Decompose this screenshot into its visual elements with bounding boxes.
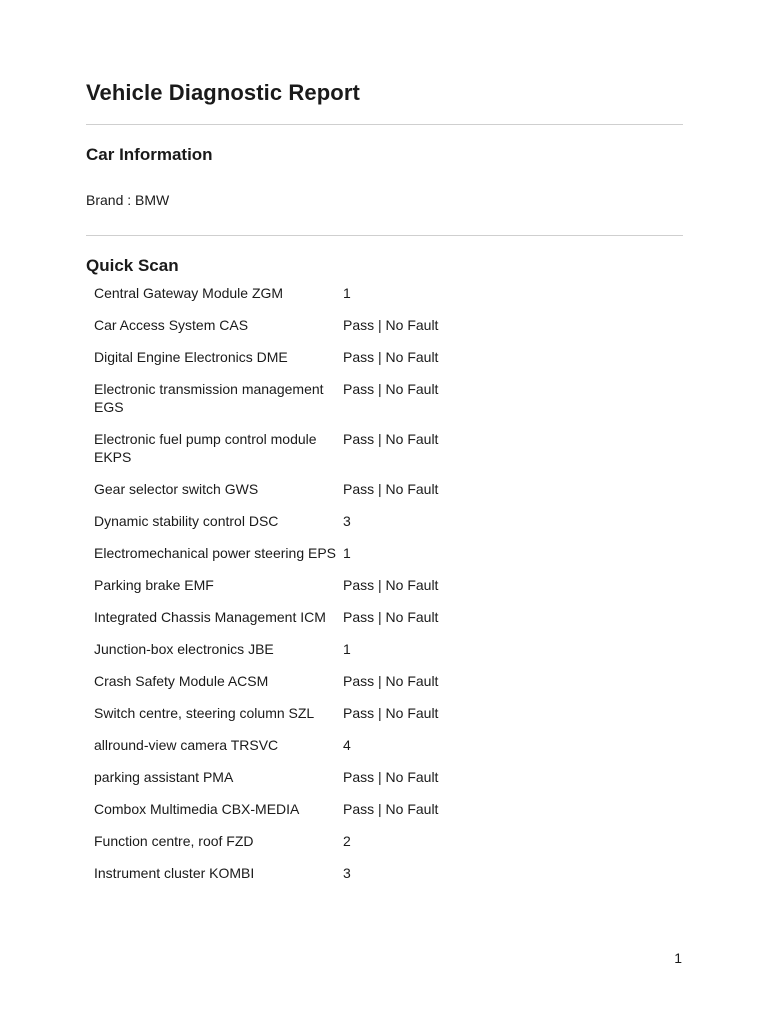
module-status: Pass | No Fault xyxy=(343,705,439,721)
page-number: 1 xyxy=(674,950,682,966)
brand-value: Brand : BMW xyxy=(86,192,170,208)
divider xyxy=(86,235,683,236)
table-row xyxy=(94,316,514,348)
module-name: Integrated Chassis Management ICM xyxy=(94,609,326,625)
module-name: Gear selector switch GWS xyxy=(94,481,259,497)
module-status: 2 xyxy=(343,833,351,849)
report-title: Vehicle Diagnostic Report xyxy=(86,80,360,105)
module-status: 1 xyxy=(343,545,351,561)
module-status: 4 xyxy=(343,737,351,753)
divider xyxy=(86,124,683,125)
table-row xyxy=(94,576,514,608)
module-status: Pass | No Fault xyxy=(343,481,439,497)
table-row xyxy=(94,672,514,704)
table-row xyxy=(94,348,514,380)
module-name: Car Access System CAS xyxy=(94,317,249,333)
module-name: Switch centre, steering column SZL xyxy=(94,705,315,721)
module-status: 1 xyxy=(343,285,351,301)
table-row xyxy=(94,480,514,512)
module-status: Pass | No Fault xyxy=(343,609,439,625)
module-name: Electromechanical power steering EPS xyxy=(94,545,337,561)
module-status: Pass | No Fault xyxy=(343,349,439,365)
module-name: parking assistant PMA xyxy=(94,769,234,785)
table-row xyxy=(94,864,514,896)
module-status: Pass | No Fault xyxy=(343,381,439,397)
table-row xyxy=(94,608,514,640)
quick-scan-heading: Quick Scan xyxy=(86,256,179,275)
module-status: Pass | No Fault xyxy=(343,673,439,689)
module-status: 1 xyxy=(343,641,351,657)
table-row xyxy=(94,284,514,316)
car-information-heading: Car Information xyxy=(86,145,213,164)
module-name: Dynamic stability control DSC xyxy=(94,513,279,529)
table-row xyxy=(94,430,514,480)
table-row xyxy=(94,736,514,768)
module-name: Electronic fuel pump control module EKPS xyxy=(94,431,317,465)
table-row xyxy=(94,544,514,576)
table-row xyxy=(94,512,514,544)
module-name: Junction-box electronics JBE xyxy=(94,641,274,657)
table-row xyxy=(94,832,514,864)
module-name: allround-view camera TRSVC xyxy=(94,737,279,753)
module-name: Electronic transmission management EGS xyxy=(94,381,324,415)
module-name: Crash Safety Module ACSM xyxy=(94,673,269,689)
module-name: Function centre, roof FZD xyxy=(94,833,254,849)
module-status: 3 xyxy=(343,865,351,881)
module-name: Digital Engine Electronics DME xyxy=(94,349,288,365)
module-status: Pass | No Fault xyxy=(343,769,439,785)
module-status: Pass | No Fault xyxy=(343,431,439,447)
module-name: Central Gateway Module ZGM xyxy=(94,285,284,301)
table-row xyxy=(94,800,514,832)
quick-scan-table xyxy=(94,284,514,896)
module-status: Pass | No Fault xyxy=(343,317,439,333)
module-status: Pass | No Fault xyxy=(343,577,439,593)
module-name: Instrument cluster KOMBI xyxy=(94,865,255,881)
table-row xyxy=(94,380,514,430)
module-name: Parking brake EMF xyxy=(94,577,214,593)
table-row xyxy=(94,640,514,672)
module-name: Combox Multimedia CBX-MEDIA xyxy=(94,801,300,817)
table-row xyxy=(94,704,514,736)
module-status: 3 xyxy=(343,513,351,529)
table-row xyxy=(94,768,514,800)
module-status: Pass | No Fault xyxy=(343,801,439,817)
